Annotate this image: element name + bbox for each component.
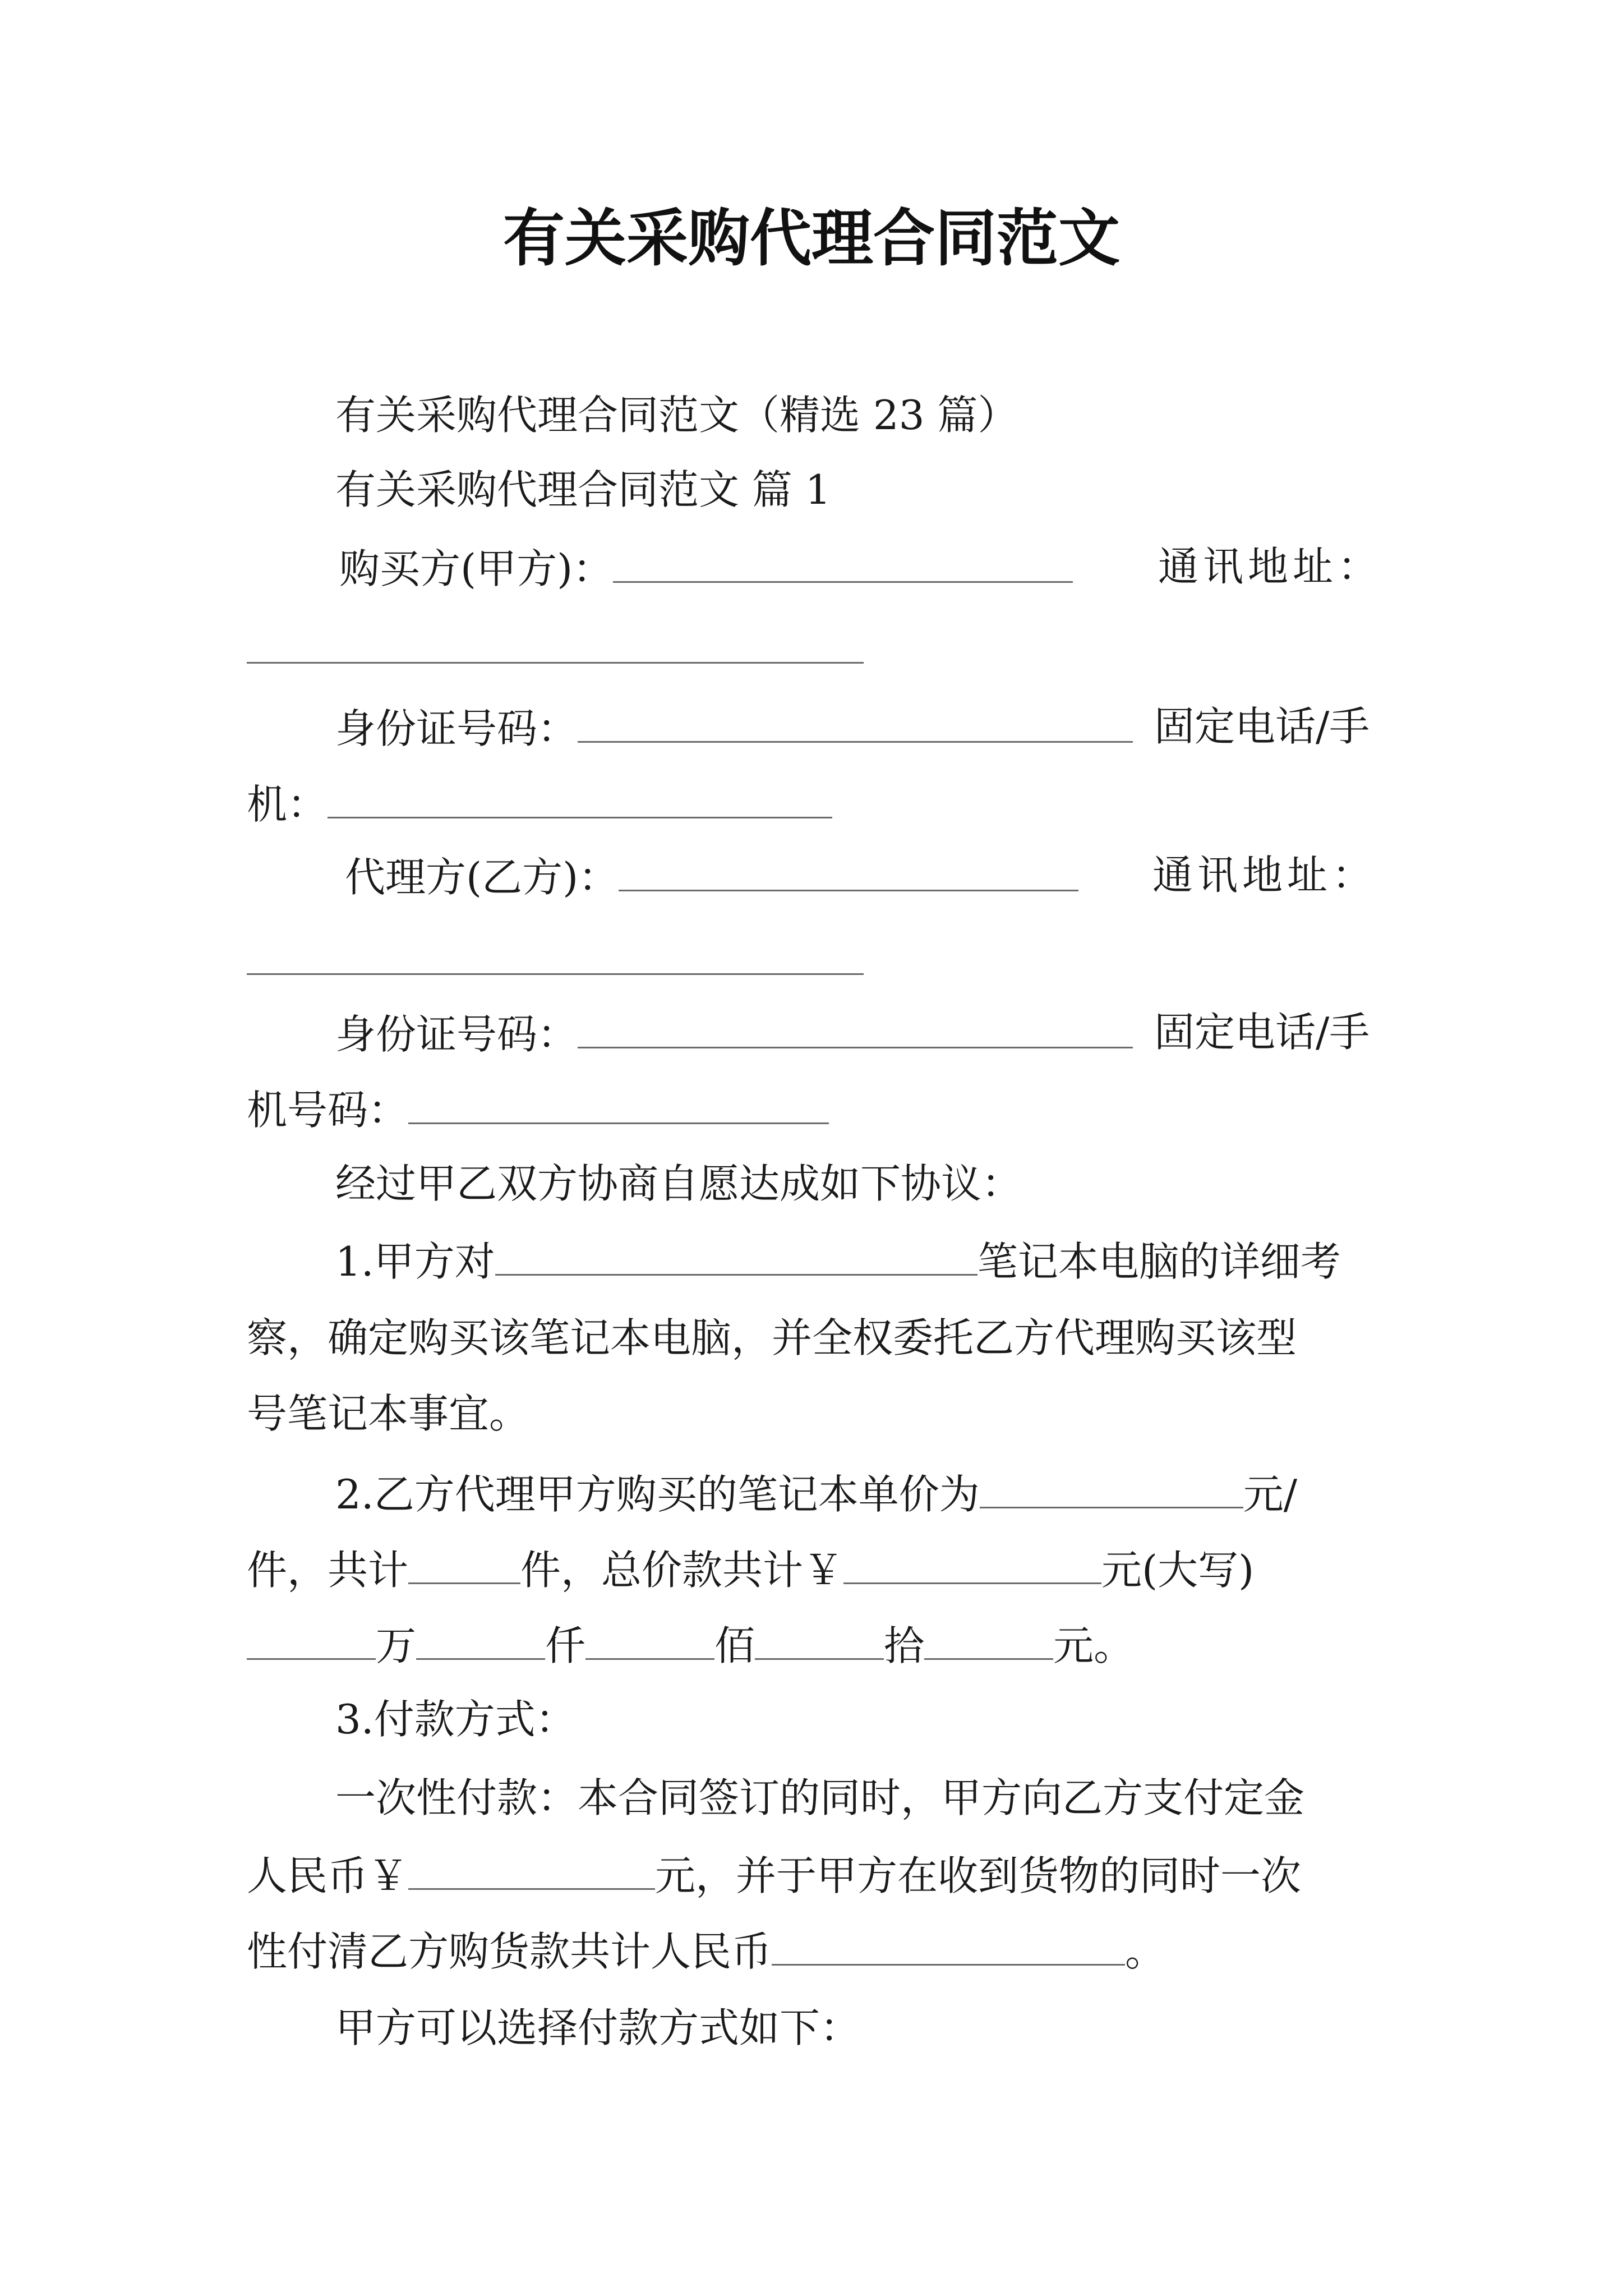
agent-id-line xyxy=(335,1004,1133,1062)
agent-phone-line xyxy=(247,1080,829,1138)
total-price-blank[interactable] xyxy=(843,1540,1101,1584)
clause3-text-a: 人民币￥ xyxy=(247,1852,409,1899)
amount-shi-blank[interactable] xyxy=(755,1616,884,1660)
amount-qian-blank[interactable] xyxy=(416,1616,545,1660)
agent-address-blank[interactable] xyxy=(247,973,864,975)
quantity-blank[interactable] xyxy=(408,1540,520,1584)
clause1-text-b: 笔记本电脑的详细考 xyxy=(977,1238,1341,1285)
unit-wan: 万 xyxy=(376,1622,417,1669)
agent-label: 代理方(乙方)： xyxy=(345,854,619,901)
clause2-text-a: 2.乙方代理甲方购买的笔记本单价为 xyxy=(335,1471,980,1518)
buyer-label: 购买方(甲方)： xyxy=(339,545,614,592)
agent-phone-blank[interactable] xyxy=(408,1080,829,1124)
agent-phone-label-a: 固定电话/手 xyxy=(1154,1009,1370,1056)
clause3-heading: 3.付款方式： xyxy=(335,1696,576,1743)
buyer-address-blank[interactable] xyxy=(247,662,864,664)
clause1-line3: 号笔记本事宜。 xyxy=(247,1390,530,1437)
buyer-name-blank[interactable] xyxy=(613,539,1073,583)
payment-options: 甲方可以选择付款方式如下： xyxy=(335,2004,861,2051)
clause2-text-c: 件，共计 xyxy=(247,1547,409,1594)
clause1-line2: 察，确定购买该笔记本电脑，并全权委托乙方代理购买该型 xyxy=(247,1314,1297,1361)
clause2-text-e: 元(大写) xyxy=(1101,1547,1255,1594)
unit-bai: 佰 xyxy=(714,1622,755,1669)
clause3-line3 xyxy=(247,1921,1165,1980)
clause2-text-d: 件，总价款共计￥ xyxy=(520,1547,844,1594)
clause2-line1 xyxy=(335,1464,1297,1522)
buyer-phone-blank[interactable] xyxy=(328,774,832,818)
clause3-line2 xyxy=(247,1846,1301,1904)
agent-address-label: 通讯地址： xyxy=(1152,852,1377,899)
unit-yuan: 元。 xyxy=(1053,1622,1135,1669)
deposit-blank[interactable] xyxy=(408,1846,655,1890)
clause1-line1 xyxy=(335,1231,1341,1290)
buyer-id-blank[interactable] xyxy=(578,698,1133,743)
clause2-line3 xyxy=(247,1616,1134,1674)
clause1-text-a: 1.甲方对 xyxy=(335,1238,495,1285)
agent-id-blank[interactable] xyxy=(578,1004,1133,1048)
agent-line xyxy=(345,847,1078,905)
agreement-intro: 经过甲乙双方协商自愿达成如下协议： xyxy=(335,1160,1022,1207)
buyer-phone-label-b: 机： xyxy=(247,781,328,828)
unit-price-blank[interactable] xyxy=(980,1464,1243,1508)
agent-phone-label-b: 机号码： xyxy=(247,1087,409,1134)
clause3-text-c: 性付清乙方购货款共计人民币 xyxy=(247,1928,772,1975)
balance-blank[interactable] xyxy=(772,1921,1125,1966)
buyer-phone-label-a: 固定电话/手 xyxy=(1154,703,1370,750)
buyer-id-label: 身份证号码： xyxy=(335,705,578,752)
buyer-address-label: 通讯地址： xyxy=(1158,543,1383,590)
buyer-phone-line xyxy=(247,774,832,832)
clause3-line1: 一次性付款：本合同签订的同时，甲方向乙方支付定金 xyxy=(335,1774,1305,1821)
amount-wan-blank[interactable] xyxy=(247,1616,376,1660)
chapter-heading: 有关采购代理合同范文 篇 1 xyxy=(335,466,831,513)
document-subtitle: 有关采购代理合同范文（精选 23 篇） xyxy=(335,392,1018,439)
buyer-line xyxy=(339,539,1073,597)
clause2-text-b: 元/ xyxy=(1243,1471,1297,1518)
unit-shi: 拾 xyxy=(884,1622,925,1669)
clause3-text-b: 元，并于甲方在收到货物的同时一次 xyxy=(655,1852,1302,1899)
agent-name-blank[interactable] xyxy=(619,847,1078,891)
clause1-model-blank[interactable] xyxy=(495,1231,978,1276)
amount-yuan-blank[interactable] xyxy=(924,1616,1053,1660)
amount-bai-blank[interactable] xyxy=(585,1616,714,1660)
unit-qian: 仟 xyxy=(545,1622,586,1669)
agent-id-label: 身份证号码： xyxy=(335,1011,578,1058)
clause2-line2 xyxy=(247,1540,1254,1598)
buyer-id-line xyxy=(335,698,1133,757)
document-title: 有关采购代理合同范文 xyxy=(503,202,1120,274)
clause3-text-d: 。 xyxy=(1125,1928,1166,1975)
